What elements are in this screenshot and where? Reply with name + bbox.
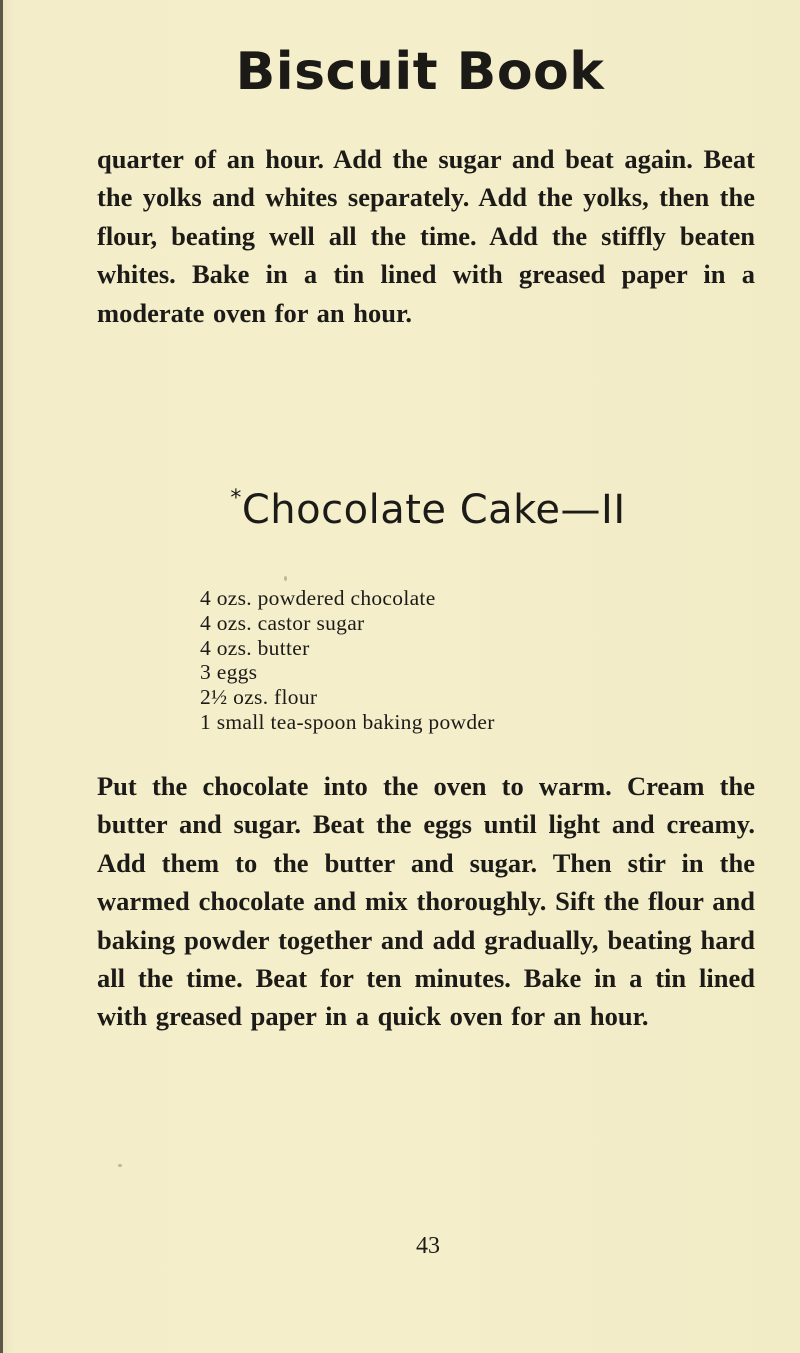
page-edge-shadow bbox=[0, 0, 3, 1353]
ingredient-item: 4 ozs. powdered chocolate bbox=[200, 586, 436, 610]
ingredient-item: 4 ozs. butter bbox=[200, 635, 310, 660]
recipe-title bbox=[0, 486, 800, 533]
ingredient-item: 2½ ozs. flour bbox=[200, 685, 318, 710]
ingredient-item: 4 ozs. castor sugar bbox=[200, 610, 365, 635]
ingredient-item: 1 small tea-spoon baking powder bbox=[200, 709, 495, 734]
recipe-title-text: Chocolate Cake—II bbox=[241, 487, 626, 533]
footnote-asterisk: * bbox=[230, 486, 242, 511]
continued-method-paragraph: quarter of an hour. Add the sugar and beat again. Beat the yolks and whites separately. Add the yolks, then the flour, beating well all the time. Add the stiffly beaten whites. Bake in a tin lined with greased paper in a moderate oven for an hour. bbox=[97, 144, 755, 328]
paper-speck bbox=[118, 1164, 122, 1167]
ingredient-list bbox=[200, 586, 495, 735]
ingredient-item: 3 eggs bbox=[200, 660, 258, 685]
paper-speck bbox=[284, 576, 287, 581]
method-paragraph: Put the chocolate into the oven to warm. Cream the butter and sugar. Beat the eggs until light and creamy. Add them to the butter and sugar. Then stir in the warmed chocolate and mix thoroughly. Sift the flour and baking powder together and add gradually, beating hard all the time. Beat for ten minutes. Bake in a tin lined with greased paper in a quick oven for an hour. bbox=[97, 771, 755, 1032]
running-head: Biscuit Book bbox=[235, 42, 605, 102]
page-number: 43 bbox=[416, 1233, 440, 1259]
